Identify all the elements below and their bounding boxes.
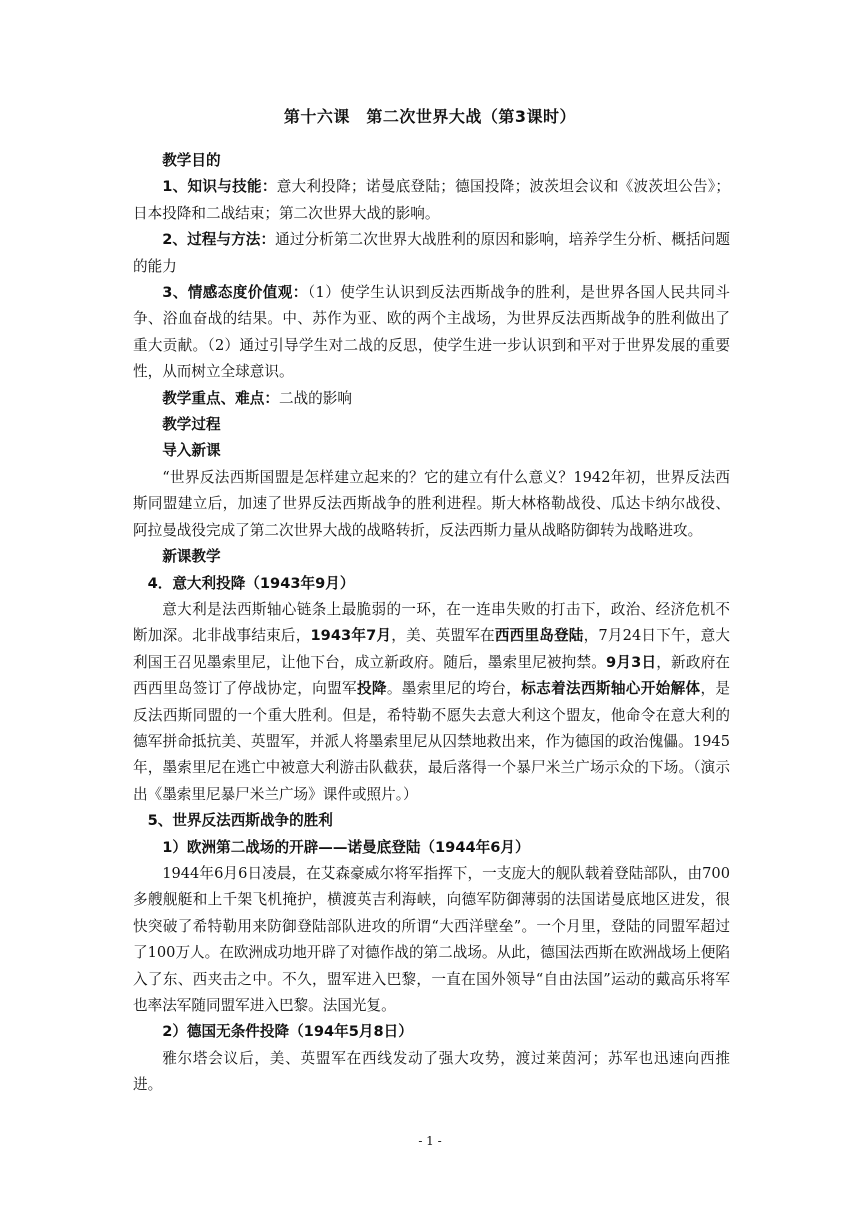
objective-2-label: 2、过程与方法：: [162, 231, 276, 249]
objective-1-text: 意大利投降；诺曼底登陆；德国投降；波茨坦会议和《波茨坦公告》；日本投降和二战结束；第二次世界大战的影响。: [133, 178, 730, 222]
text-run: ，是反法西斯同盟的一个重大胜利。但是，希特勒不愿失去意大利这个盟友，他命令在意大利的德军拼命抵抗美、英盟军，并派人将墨索里尼从囚禁地救出来，作为德国的政治傀儡。1945年，墨索里尼在逃亡中被意大利游击队截获，最后落得一个暴尸米兰广场示众的下场。（演示出《墨索里尼暴尸米兰广场》课件或照片。）: [133, 680, 730, 803]
bold-run: 西西里岛登陆: [494, 627, 584, 645]
text-run: ，美、英盟军在: [391, 627, 495, 645]
text-run: ，7月24日下午，意大利国王召见墨索里尼，让他下台，成立新政府。随后，墨索里尼被拘禁。: [133, 627, 730, 671]
subsection-2-heading: 2）德国无条件投降（194年5月8日）: [162, 1023, 413, 1041]
document-body: [133, 148, 730, 1099]
objective-1-label: 1、知识与技能：: [162, 178, 277, 196]
objective-3-label: 3、情感态度价值观：: [162, 284, 308, 302]
objective-2-text: 通过分析第二次世界大战胜利的原因和影响，培养学生分析、概括问题的能力: [133, 231, 730, 275]
bold-run: 1943年7月: [310, 627, 392, 645]
key-points-text: 二战的影响: [278, 389, 352, 407]
lesson-title: 第十六课 第二次世界大战（第3课时）: [283, 107, 577, 126]
process-heading: 教学过程: [162, 416, 221, 434]
new-lesson-heading: 新课教学: [162, 548, 221, 566]
objective-3-text: （1）使学生认识到反法西斯战争的胜利，是世界各国人民共同斗争、浴血奋战的结果。中、苏作为亚、欧的两个主战场，为世界反法西斯战争的胜利做出了重大贡献。（2）通过引导学生对二战的反思，使学生进一步认识到和平对于世界发展的重要性，从而树立全球意识。: [133, 284, 730, 381]
subsection-1-heading: 1）欧洲第二战场的开辟——诺曼底登陆（1944年6月）: [162, 838, 530, 856]
text-run: 。墨索里尼的垮台，: [386, 680, 522, 698]
bold-run: 投降: [356, 680, 387, 698]
subsection-2-paragraph: 雅尔塔会议后，美、英盟军在西线发动了强大攻势，渡过莱茵河；苏军也迅速向西推进。: [133, 1049, 730, 1094]
page-number: - 1 -: [418, 1134, 442, 1148]
key-points-label: 教学重点、难点：: [162, 389, 279, 407]
text-run: 意大利是法西斯轴心链条上最脆弱的一环，在一连串失败的打击下，政治、经济危机不断加深。北非战事结束后，: [133, 600, 730, 645]
bold-run: 标志着法西斯轴心开始解体: [521, 680, 701, 698]
intro-heading: 导入新课: [162, 442, 221, 460]
bold-run: 9月3日: [606, 653, 657, 671]
objectives-heading: 教学目的: [162, 152, 221, 169]
section-4-heading: 4．意大利投降（1943年9月）: [147, 574, 355, 592]
objective-3: [133, 280, 730, 386]
section-5-heading: 5、世界反法西斯战争的胜利: [147, 812, 333, 830]
subsection-1-paragraph: 1944年6月6日凌晨，在艾森豪威尔将军指挥下，一支庞大的舰队载着登陆部队，由700多艘舰艇和上千架飞机掩护，横渡英吉利海峡，向德军防御薄弱的法国诺曼底地区进发，很快突破了希特勒用来防御登陆部队进攻的所谓“大西洋壁垒”。一个月里，登陆的同盟军超过了100万人。在欧洲成功地开辟了对德作战的第二战场。从此，德国法西斯在欧洲战场上便陷入了东、西夹击之中。不久，盟军进入巴黎，一直在国外领导“自由法国”运动的戴高乐将军也率法军随同盟军进入巴黎。法国光复。: [133, 864, 731, 1014]
key-points: [133, 386, 730, 412]
intro-paragraph: “世界反法西斯国盟是怎样建立起来的？它的建立有什么意义？1942年初，世界反法西斯同盟建立后，加速了世界反法西斯战争的胜利进程。斯大林格勒战役、瓜达卡纳尔战役、阿拉曼战役完成了第二次世界大战的战略转折，反法西斯力量从战略防御转为战略进攻。: [133, 468, 730, 539]
text-run: ，新政府在西西里岛签订了停战协定，向盟军: [133, 653, 730, 698]
objective-2: [133, 227, 730, 280]
section-4-paragraph: [133, 597, 730, 808]
objective-1: [133, 174, 730, 227]
